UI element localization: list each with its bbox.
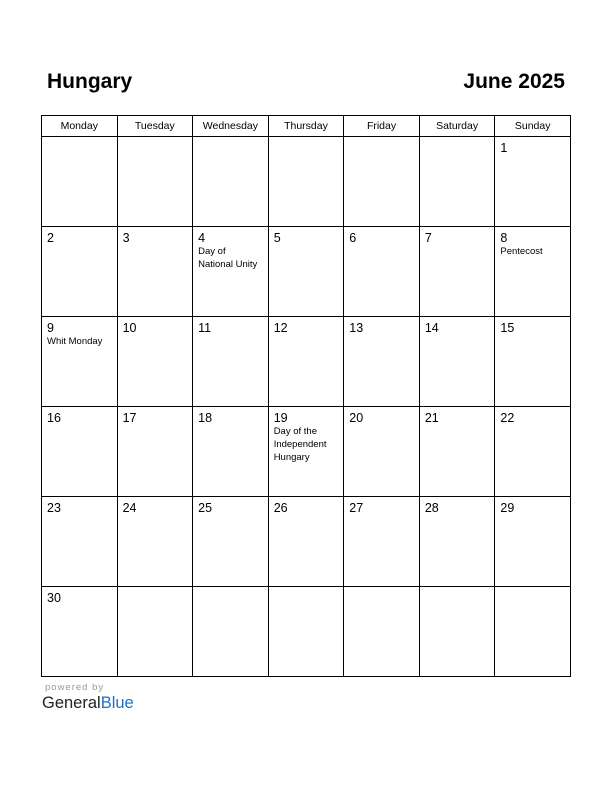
weekday-monday: Monday — [42, 116, 118, 137]
day-cell — [344, 227, 420, 317]
day-cell — [42, 317, 118, 407]
week-row — [42, 587, 571, 677]
day-number: 5 — [273, 231, 281, 245]
day-cell — [268, 137, 344, 227]
day-cell — [193, 407, 269, 497]
day-number: 27 — [349, 501, 364, 515]
weekday-thursday: Thursday — [268, 116, 344, 137]
day-cell — [193, 227, 269, 317]
holiday-label: Pentecost — [500, 246, 543, 257]
day-cell — [344, 587, 420, 677]
day-cell — [495, 587, 571, 677]
day-number: 25 — [198, 501, 213, 515]
day-number: 28 — [424, 501, 439, 515]
day-number: 20 — [349, 411, 364, 425]
day-cell — [419, 497, 495, 587]
day-number: 3 — [122, 231, 130, 245]
day-cell — [117, 587, 193, 677]
holiday-label: Whit Monday — [47, 336, 103, 347]
day-number: 24 — [122, 501, 137, 515]
day-cell — [193, 137, 269, 227]
brand-general-text: General — [42, 694, 101, 712]
weekday-friday: Friday — [344, 116, 420, 137]
generalblue-logo[interactable] — [42, 694, 134, 713]
calendar-grid — [41, 115, 571, 677]
week-row — [42, 317, 571, 407]
day-cell — [419, 587, 495, 677]
day-cell — [193, 587, 269, 677]
day-number: 13 — [349, 321, 364, 335]
day-cell — [344, 407, 420, 497]
day-number: 21 — [424, 411, 439, 425]
day-number: 1 — [500, 141, 508, 155]
weekday-tuesday: Tuesday — [117, 116, 193, 137]
day-cell — [268, 497, 344, 587]
day-cell — [42, 587, 118, 677]
weekday-saturday: Saturday — [419, 116, 495, 137]
day-cell — [42, 497, 118, 587]
day-number: 11 — [198, 321, 212, 335]
brand-blue-text: Blue — [100, 694, 134, 712]
holiday-label: Day of National Unity — [198, 246, 258, 270]
day-number: 18 — [198, 411, 213, 425]
day-number: 7 — [424, 231, 432, 245]
day-number: 29 — [500, 501, 515, 515]
day-number: 8 — [500, 231, 508, 245]
day-cell — [495, 407, 571, 497]
day-cell — [495, 317, 571, 407]
powered-by-text: powered by — [45, 682, 105, 693]
day-number: 15 — [500, 321, 515, 335]
day-number: 30 — [47, 591, 61, 605]
day-cell — [344, 137, 420, 227]
weekday-header-row — [42, 116, 571, 137]
day-cell — [42, 227, 118, 317]
day-number: 22 — [500, 411, 515, 425]
day-cell — [117, 407, 193, 497]
day-cell — [42, 407, 118, 497]
week-row — [42, 227, 571, 317]
day-number: 17 — [122, 411, 137, 425]
day-cell — [344, 317, 420, 407]
day-number: 19 — [273, 411, 288, 425]
week-row — [42, 407, 571, 497]
day-number: 6 — [349, 231, 357, 245]
day-cell — [117, 137, 193, 227]
weekday-wednesday: Wednesday — [193, 116, 269, 137]
day-number: 10 — [122, 321, 137, 335]
day-cell — [344, 497, 420, 587]
day-number: 16 — [47, 411, 61, 425]
day-cell — [419, 317, 495, 407]
day-cell — [419, 227, 495, 317]
day-number: 2 — [47, 231, 54, 245]
day-cell — [42, 137, 118, 227]
day-cell — [117, 497, 193, 587]
day-number: 14 — [424, 321, 439, 335]
week-row — [42, 137, 571, 227]
day-cell — [117, 227, 193, 317]
day-cell — [268, 317, 344, 407]
day-cell — [268, 227, 344, 317]
day-cell — [495, 137, 571, 227]
day-number: 9 — [47, 321, 54, 335]
week-row — [42, 497, 571, 587]
holiday-label: Day of the Independent Hungary — [273, 426, 327, 463]
weekday-sunday: Sunday — [495, 116, 571, 137]
day-cell — [193, 497, 269, 587]
day-cell — [419, 137, 495, 227]
day-cell — [117, 317, 193, 407]
month-year-title: June 2025 — [463, 70, 565, 93]
country-title: Hungary — [47, 70, 133, 93]
day-cell — [193, 317, 269, 407]
day-cell — [268, 407, 344, 497]
day-number: 12 — [273, 321, 288, 335]
day-number: 23 — [47, 501, 61, 515]
day-number: 4 — [198, 231, 206, 245]
day-cell — [495, 497, 571, 587]
day-cell — [268, 587, 344, 677]
day-number: 26 — [273, 501, 288, 515]
day-cell — [419, 407, 495, 497]
day-cell — [495, 227, 571, 317]
